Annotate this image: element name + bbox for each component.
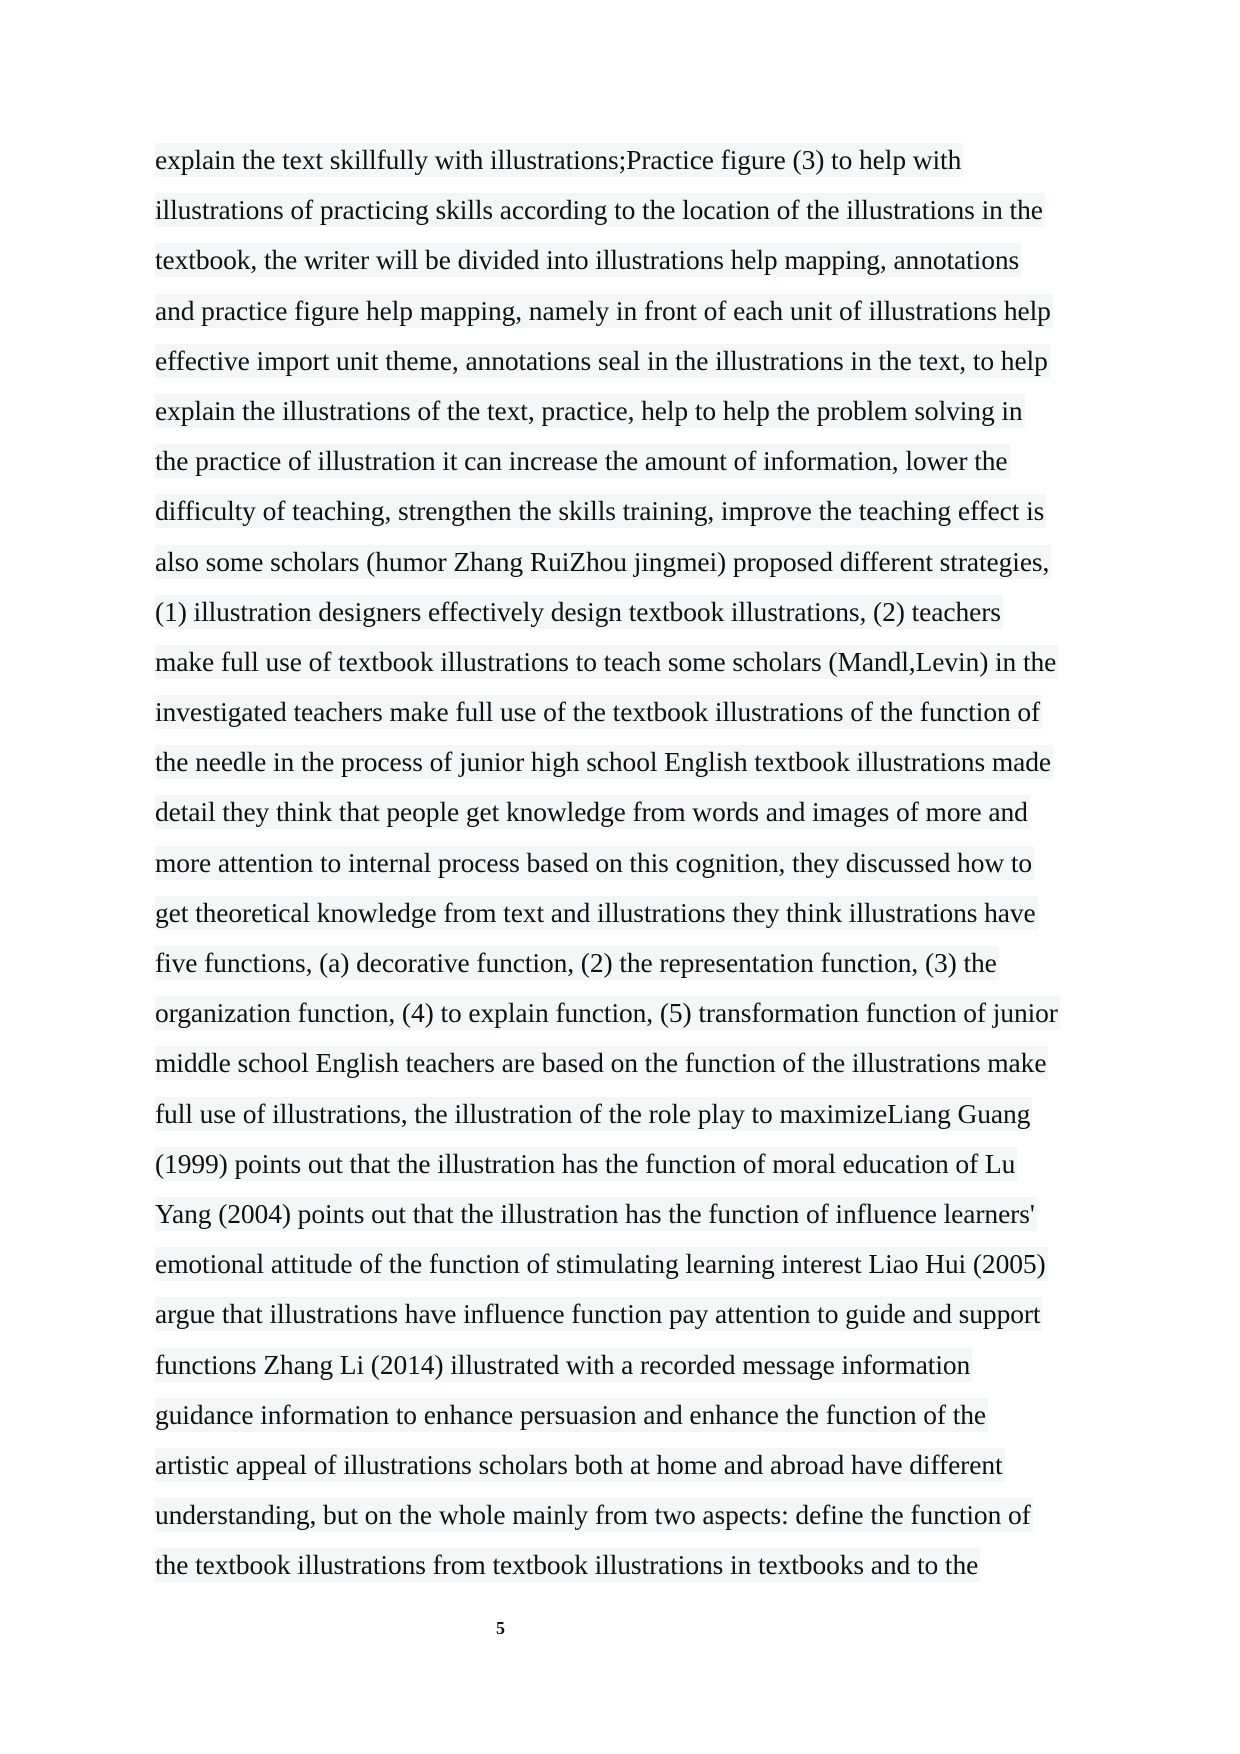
- body-text: [155, 143, 1115, 1598]
- line-text: the practice of illustration it can increase the amount of information, lower the: [155, 445, 1008, 477]
- text-line: [155, 1297, 1115, 1347]
- text-line: [155, 1197, 1115, 1247]
- line-text: artistic appeal of illustrations scholars both at home and abroad have different: [155, 1448, 1003, 1480]
- text-line: [155, 896, 1115, 946]
- page-number: 5: [496, 1618, 505, 1638]
- line-text: textbook, the writer will be divided into illustrations help mapping, annotations: [155, 244, 1020, 276]
- line-text: make full use of textbook illustrations to teach some scholars (Mandl,Levin) in the: [155, 645, 1057, 677]
- line-text: the textbook illustrations from textbook illustrations in textbooks and to the: [155, 1549, 979, 1581]
- text-line: [155, 143, 1115, 193]
- line-text: functions Zhang Li (2014) illustrated with a recorded message information: [155, 1348, 971, 1380]
- line-text: (1) illustration designers effectively design textbook illustrations, (2) teachers: [155, 595, 1001, 627]
- text-line: [155, 996, 1115, 1046]
- text-line: [155, 494, 1115, 544]
- text-line: [155, 394, 1115, 444]
- text-line: [155, 1448, 1115, 1498]
- line-text: illustrations of practicing skills according to the location of the illustrations in the: [155, 194, 1043, 226]
- line-text: the needle in the process of junior high school English textbook illustrations made: [155, 746, 1051, 778]
- line-text: argue that illustrations have influence function pay attention to guide and support: [155, 1298, 1041, 1330]
- text-line: [155, 1548, 1115, 1598]
- text-line: [155, 1046, 1115, 1096]
- text-line: [155, 846, 1115, 896]
- text-line: [155, 294, 1115, 344]
- line-text: explain the illustrations of the text, practice, help to help the problem solving in: [155, 394, 1023, 426]
- line-text: difficulty of teaching, strengthen the skills training, improve the teaching effect is: [155, 495, 1045, 527]
- line-text: organization function, (4) to explain function, (5) transformation function of junior: [155, 997, 1058, 1029]
- line-text: middle school English teachers are based on the function of the illustrations make: [155, 1047, 1047, 1079]
- line-text: understanding, but on the whole mainly from two aspects: define the function of: [155, 1499, 1031, 1531]
- line-text: also some scholars (humor Zhang RuiZhou jingmei) proposed different strategies,: [155, 545, 1050, 577]
- text-line: [155, 1348, 1115, 1398]
- text-line: [155, 1498, 1115, 1548]
- line-text: guidance information to enhance persuasion and enhance the function of the: [155, 1398, 987, 1430]
- text-line: [155, 745, 1115, 795]
- text-line: [155, 1247, 1115, 1297]
- text-line: [155, 1398, 1115, 1448]
- text-line: [155, 795, 1115, 845]
- line-text: effective import unit theme, annotations seal in the illustrations in the text, to help: [155, 344, 1048, 376]
- text-line: [155, 1097, 1115, 1147]
- text-line: [155, 695, 1115, 745]
- text-line: [155, 545, 1115, 595]
- line-text: detail they think that people get knowledge from words and images of more and: [155, 796, 1028, 828]
- line-text: Yang (2004) points out that the illustration has the function of influence learners': [155, 1197, 1035, 1229]
- text-line: [155, 243, 1115, 293]
- line-text: (1999) points out that the illustration has the function of moral education of Lu: [155, 1147, 1016, 1179]
- text-line: [155, 344, 1115, 394]
- text-line: [155, 645, 1115, 695]
- text-line: [155, 595, 1115, 645]
- line-text: explain the text skillfully with illustrations;Practice figure (3) to help with: [155, 144, 962, 175]
- text-line: [155, 444, 1115, 494]
- text-line: [155, 946, 1115, 996]
- line-text: emotional attitude of the function of stimulating learning interest Liao Hui (2005): [155, 1248, 1046, 1280]
- line-text: five functions, (a) decorative function, (2) the representation function, (3) the: [155, 947, 997, 978]
- text-line: [155, 1147, 1115, 1197]
- line-text: get theoretical knowledge from text and illustrations they think illustrations have: [155, 896, 1036, 928]
- line-text: investigated teachers make full use of the textbook illustrations of the function of: [155, 696, 1041, 728]
- text-line: [155, 193, 1115, 243]
- line-text: and practice figure help mapping, namely in front of each unit of illustrations help: [155, 294, 1051, 326]
- line-text: full use of illustrations, the illustration of the role play to maximizeLiang Guang: [155, 1097, 1031, 1129]
- line-text: more attention to internal process based on this cognition, they discussed how to: [155, 846, 1033, 878]
